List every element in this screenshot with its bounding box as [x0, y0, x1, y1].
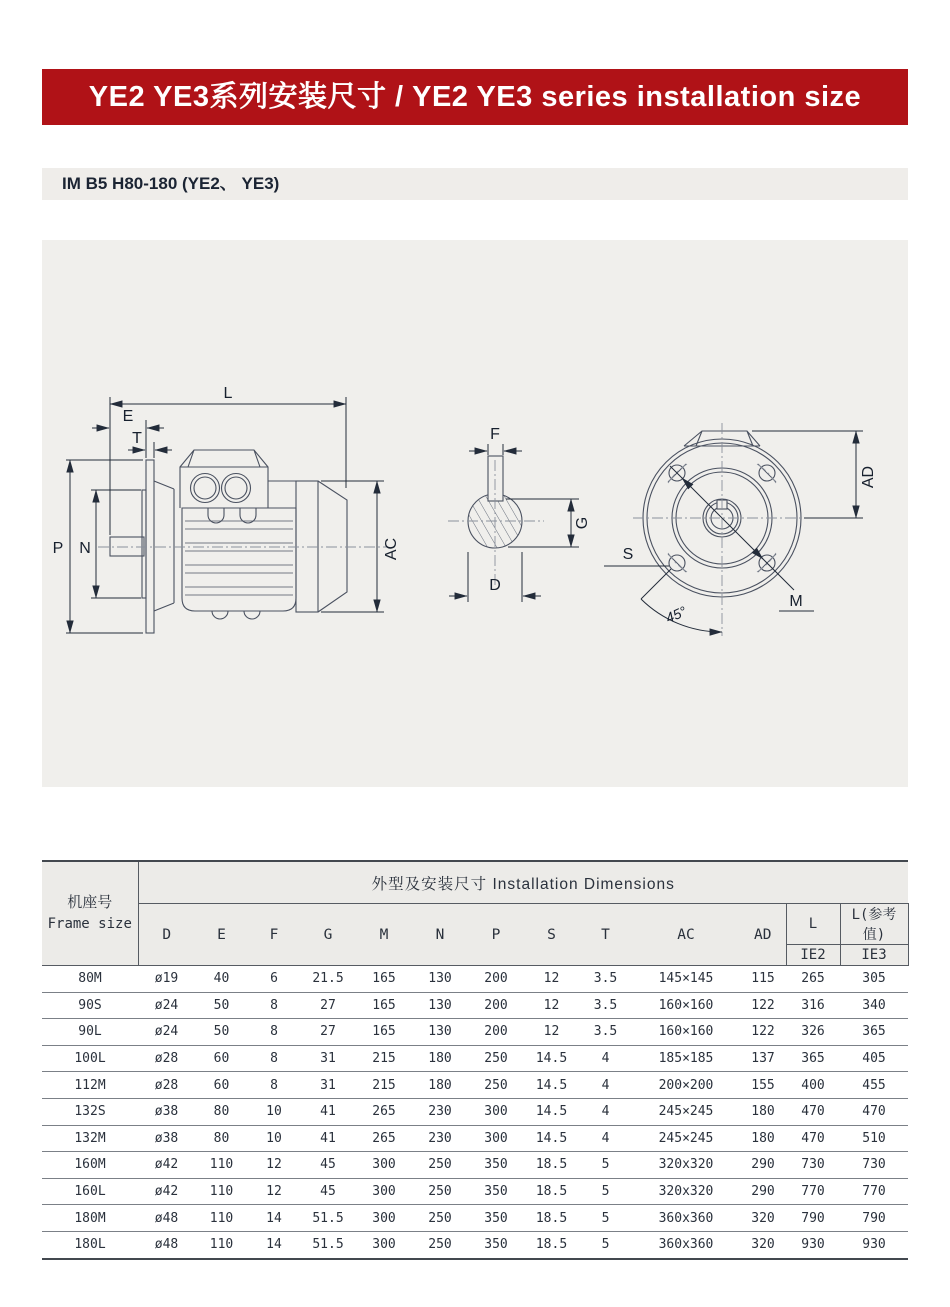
dimension-cell: 290	[740, 1152, 786, 1179]
dimension-cell: 12	[248, 1178, 300, 1205]
dimension-cell: 200×200	[632, 1072, 740, 1099]
dimension-cell: 470	[786, 1098, 840, 1125]
dimension-cell: 350	[468, 1205, 524, 1232]
dimension-cell: 51.5	[312, 1237, 344, 1253]
dimension-cell: 245×245	[632, 1125, 740, 1152]
dimension-cell: 245×245	[632, 1098, 740, 1125]
dimension-cell: 230	[412, 1125, 468, 1152]
dim-label-S: S	[622, 546, 634, 563]
fan-housing-band	[296, 481, 318, 612]
dimension-cell: 230	[412, 1098, 468, 1125]
drawing-panel	[42, 240, 908, 787]
dimension-cell: 12	[248, 1152, 300, 1179]
col-header-N: N	[412, 904, 468, 966]
dim-label-N: N	[79, 540, 91, 557]
dim-label-T: T	[132, 430, 142, 447]
dimension-cell: 5	[579, 1205, 632, 1232]
cable-gland	[191, 474, 220, 503]
dimension-cell: 770	[840, 1178, 908, 1205]
cable-gland-inner	[194, 477, 216, 499]
dimension-cell: 41	[300, 1098, 356, 1125]
table-row	[42, 966, 908, 993]
table-row	[42, 1231, 908, 1258]
dimension-cell: 930	[862, 1237, 886, 1253]
dimension-cell: 45	[300, 1152, 356, 1179]
dim-label-P: P	[52, 540, 64, 557]
keyway-slot	[488, 456, 503, 501]
frame-size-header-en: Frame size	[47, 916, 132, 933]
frame-size-cell: 100L	[42, 1045, 138, 1072]
dimension-cell: 320x320	[632, 1178, 740, 1205]
dimension-cell: 365	[840, 1019, 908, 1046]
col-header-E: E	[195, 904, 248, 966]
dimension-cell: 305	[840, 966, 908, 993]
dimension-cell: 365	[786, 1045, 840, 1072]
dim-label-L: L	[223, 385, 233, 402]
col-header-AD: AD	[740, 904, 786, 966]
dimension-cell: 130	[412, 992, 468, 1019]
dimension-cell: 41	[300, 1125, 356, 1152]
frame-size-cell: 160M	[42, 1152, 138, 1179]
col-header-F: F	[248, 904, 300, 966]
dimension-cell: 50	[195, 1019, 248, 1046]
dimension-cell: 340	[840, 992, 908, 1019]
flange-plate	[146, 460, 154, 633]
frame-size-cell: 132S	[42, 1098, 138, 1125]
dimension-cell: 350	[468, 1178, 524, 1205]
frame-size-header-cn: 机座号	[67, 893, 113, 911]
frame-size-cell: 180M	[42, 1205, 138, 1232]
dimension-cell: 300	[468, 1125, 524, 1152]
dimension-cell: 316	[786, 992, 840, 1019]
col-header-G: G	[300, 904, 356, 966]
l-col-header: L	[786, 904, 840, 945]
dimension-cell: 300	[356, 1205, 412, 1232]
dimension-cell: 770	[786, 1178, 840, 1205]
dimension-cell: 14.5	[524, 1098, 579, 1125]
dimension-cell: 320x320	[632, 1152, 740, 1179]
frame-size-cell: 112M	[42, 1072, 138, 1099]
dimension-cell: 165	[356, 992, 412, 1019]
dimension-cell: 110	[195, 1205, 248, 1232]
dimension-cell: 360x360	[658, 1237, 714, 1253]
dimension-cell: 18.5	[524, 1152, 579, 1179]
table-row	[42, 1178, 908, 1205]
adapter	[154, 481, 174, 611]
dimension-cell: 18.5	[524, 1205, 579, 1232]
dimension-cell: 14.5	[524, 1072, 579, 1099]
dimension-cell: 8	[248, 1045, 300, 1072]
cable-gland-inner	[225, 477, 247, 499]
dimension-cell: 300	[356, 1152, 412, 1179]
dimension-cell: 455	[840, 1072, 908, 1099]
l-ref-col-header: L(参考值)	[840, 904, 908, 945]
dimension-cell: 215	[356, 1072, 412, 1099]
frame-size-cell: 160L	[42, 1178, 138, 1205]
dimension-cell: 80	[195, 1125, 248, 1152]
dimension-cell: 115	[740, 966, 786, 993]
dimension-cell: 180	[740, 1125, 786, 1152]
dimension-cell: 145×145	[632, 966, 740, 993]
dimension-cell: 470	[786, 1125, 840, 1152]
dimension-cell: 400	[786, 1072, 840, 1099]
table-row	[42, 1125, 908, 1152]
cooling-fins	[185, 521, 293, 595]
dimension-cell: 110	[195, 1152, 248, 1179]
dimension-cell: 31	[300, 1072, 356, 1099]
dimension-cell: 290	[740, 1178, 786, 1205]
dimension-cell: 405	[840, 1045, 908, 1072]
dimension-cell: 4	[579, 1125, 632, 1152]
dimension-cell: 10	[248, 1098, 300, 1125]
frame-size-cell: 90L	[42, 1019, 138, 1046]
dimension-cell: 10	[248, 1125, 300, 1152]
dimension-cell: ø42	[138, 1152, 195, 1179]
dimension-cell: 185×185	[632, 1045, 740, 1072]
dimension-cell: 730	[840, 1152, 908, 1179]
dimension-cell: 930	[801, 1237, 825, 1253]
dimension-cell: 3.5	[579, 992, 632, 1019]
dimension-lines	[66, 397, 863, 633]
col-header-T: T	[579, 904, 632, 966]
dim-label-AC: AC	[383, 537, 400, 561]
dimension-cell: 8	[248, 1072, 300, 1099]
col-header-P: P	[468, 904, 524, 966]
dimension-cell: 60	[195, 1072, 248, 1099]
technical-drawing	[42, 240, 908, 787]
col-header-M: M	[356, 904, 412, 966]
dimension-cell: 470	[840, 1098, 908, 1125]
dimension-cell: 250	[428, 1237, 452, 1253]
dimension-cell: ø28	[138, 1072, 195, 1099]
dimension-cell: 45	[300, 1178, 356, 1205]
dimension-cell: 200	[468, 992, 524, 1019]
dimension-cell: 27	[300, 992, 356, 1019]
dimension-cell: 360x360	[632, 1205, 740, 1232]
shaft	[110, 537, 144, 556]
table-header	[42, 861, 908, 966]
dimension-cell: 350	[468, 1152, 524, 1179]
frame-size-cell: 80M	[42, 966, 138, 993]
dimension-cell: ø38	[138, 1098, 195, 1125]
frame-size-header	[42, 861, 138, 966]
dimension-cell: 60	[195, 1045, 248, 1072]
dimension-cell: 4	[579, 1045, 632, 1072]
col-header-S: S	[524, 904, 579, 966]
dimension-cell: 3.5	[579, 966, 632, 993]
dim-label-M: M	[789, 593, 803, 610]
dimension-cell: ø24	[138, 992, 195, 1019]
page-title: YE2 YE3系列安装尺寸 / YE2 YE3 series installation size	[88, 81, 862, 113]
dimension-cell: 180	[412, 1072, 468, 1099]
subtitle-bar	[42, 168, 908, 200]
table-row	[42, 992, 908, 1019]
table-body	[42, 966, 908, 1259]
subtitle-text: IM B5 H80-180 (YE2、 YE3)	[62, 174, 280, 193]
dimension-cell: 80	[195, 1098, 248, 1125]
dimensions-table	[42, 860, 909, 1260]
dimension-cell: 130	[412, 1019, 468, 1046]
dimension-cell: 265	[356, 1098, 412, 1125]
dimension-cell: 4	[579, 1072, 632, 1099]
dimension-cell: 5	[601, 1237, 610, 1253]
dimension-cell: 200	[468, 1019, 524, 1046]
dimension-cell: 110	[195, 1178, 248, 1205]
dimension-cell: 110	[209, 1237, 234, 1253]
dimension-cell: 12	[524, 966, 579, 993]
dimension-cell: ø48	[154, 1237, 179, 1253]
dimension-cell: 137	[740, 1045, 786, 1072]
dimension-cell: 510	[840, 1125, 908, 1152]
dimension-cell: ø42	[138, 1178, 195, 1205]
dimension-cell: 8	[248, 1019, 300, 1046]
cable-gland	[222, 474, 251, 503]
frame-size-cell: 132M	[42, 1125, 138, 1152]
col-header-AC: AC	[632, 904, 740, 966]
frame-size-cell: 180L	[74, 1237, 106, 1253]
dimension-cell: 790	[786, 1205, 840, 1232]
dimension-cell: 122	[740, 992, 786, 1019]
table-row	[42, 1152, 908, 1179]
dimension-cell: 51.5	[300, 1205, 356, 1232]
dimension-cell: ø19	[138, 966, 195, 993]
dimension-cell: 200	[468, 966, 524, 993]
dimension-cell: 265	[356, 1125, 412, 1152]
fan-cover	[318, 481, 347, 612]
table-row	[42, 1019, 908, 1046]
dimension-cell: 122	[740, 1019, 786, 1046]
dimension-labels	[53, 385, 877, 626]
dimension-cell: 18.5	[524, 1178, 579, 1205]
dimension-cell: 790	[840, 1205, 908, 1232]
dimension-cell: 130	[412, 966, 468, 993]
dimension-cell: 320	[751, 1237, 775, 1253]
dimension-cell: 8	[248, 992, 300, 1019]
frame-size-cell: 90S	[42, 992, 138, 1019]
dimension-cell: 31	[300, 1045, 356, 1072]
dimension-cell: 300	[468, 1098, 524, 1125]
dim-label-E: E	[122, 408, 134, 425]
col-header-D: D	[138, 904, 195, 966]
dimension-cell: 326	[786, 1019, 840, 1046]
dimension-cell: 250	[412, 1152, 468, 1179]
table-row	[42, 1045, 908, 1072]
title-banner	[42, 69, 908, 125]
dimension-cell: ø38	[138, 1125, 195, 1152]
dimension-cell: 14.5	[524, 1045, 579, 1072]
dimension-cell: 14.5	[524, 1125, 579, 1152]
dimension-cell: 160×160	[632, 992, 740, 1019]
dimension-cell: 14	[266, 1237, 282, 1253]
dimension-cell: 3.5	[579, 1019, 632, 1046]
dimension-cell: 14	[248, 1205, 300, 1232]
dimension-cell: 12	[524, 1019, 579, 1046]
dimension-cell: 300	[356, 1178, 412, 1205]
dim-label-F: F	[490, 426, 500, 443]
dimension-cell: 4	[579, 1098, 632, 1125]
dimension-cell: 165	[356, 966, 412, 993]
dimension-cell: 165	[356, 1019, 412, 1046]
dimension-cell: ø48	[138, 1205, 195, 1232]
dim-label-AD: AD	[860, 465, 877, 489]
dimension-cell: 320	[740, 1205, 786, 1232]
dimension-cell: 265	[786, 966, 840, 993]
dimension-cell: 180	[412, 1045, 468, 1072]
dimension-cell: 27	[300, 1019, 356, 1046]
dimension-cell: 250	[468, 1072, 524, 1099]
side-view	[110, 450, 347, 633]
ie3-subheader: IE3	[840, 945, 908, 966]
dimension-cell: 250	[412, 1178, 468, 1205]
dimension-cell: 160×160	[632, 1019, 740, 1046]
dimension-cell: 250	[412, 1205, 468, 1232]
stator-body	[182, 508, 296, 611]
dim-label-D: D	[489, 577, 501, 594]
dimension-cell: 155	[740, 1072, 786, 1099]
dimension-cell: 215	[356, 1045, 412, 1072]
dimension-cell: 730	[786, 1152, 840, 1179]
dimension-cell: 300	[372, 1237, 396, 1253]
dimension-cell: 18.5	[535, 1237, 568, 1253]
table-row	[42, 1098, 908, 1125]
dim-label-45deg: 45°	[663, 602, 689, 627]
table-row	[42, 1205, 908, 1232]
dimension-cell: ø24	[138, 1019, 195, 1046]
dimensions-table-section	[42, 860, 908, 1260]
dimension-cell: 12	[524, 992, 579, 1019]
table-row	[42, 1072, 908, 1099]
dim-label-G: G	[574, 516, 591, 530]
dimension-cell: 5	[579, 1178, 632, 1205]
dimension-cell: 5	[579, 1152, 632, 1179]
dimension-cell: 21.5	[300, 966, 356, 993]
dimension-cell: 180	[740, 1098, 786, 1125]
dimension-cell: ø28	[138, 1045, 195, 1072]
dimension-cell: 40	[195, 966, 248, 993]
dimension-cell: 250	[468, 1045, 524, 1072]
dimension-cell: 350	[484, 1237, 508, 1253]
dims-group-header: 外型及安装尺寸 Installation Dimensions	[138, 861, 908, 904]
lifting-lugs	[208, 508, 260, 619]
dimension-cell: 6	[248, 966, 300, 993]
ie2-subheader: IE2	[786, 945, 840, 966]
dimension-cell: 50	[195, 992, 248, 1019]
